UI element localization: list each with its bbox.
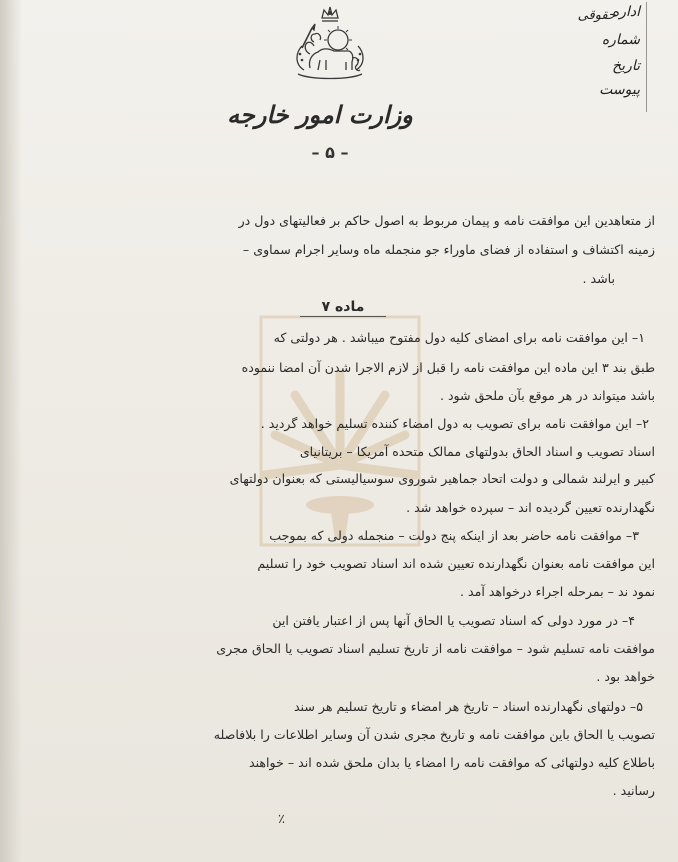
page-edge-shadow bbox=[0, 0, 22, 862]
margin-label-number: شماره bbox=[601, 32, 640, 48]
department-note: حقوقی bbox=[577, 8, 616, 23]
text-line: زمینه اکتشاف و استفاده از فضای ماوراء جو منجمله ماه وسایر اجرام سماوی – bbox=[242, 242, 655, 257]
article-heading: ماده ۷ bbox=[300, 299, 386, 317]
text-line: خواهد بود . bbox=[596, 669, 655, 684]
text-line: طبق بند ۳ این ماده این موافقت نامه را قبل از لازم الاجرا شدن آن امضا ننموده bbox=[241, 360, 655, 375]
lion-and-sun-emblem-icon bbox=[288, 4, 372, 88]
ministry-title: وزارت امور خارجه bbox=[227, 100, 413, 129]
margin-label-attachment: پیوست bbox=[599, 82, 640, 98]
footer-mark: ٪ bbox=[278, 812, 285, 827]
margin-label-date: تاریخ bbox=[612, 58, 640, 74]
text-line: موافقت نامه تسلیم شود – موافقت نامه از تاریخ تسلیم اسناد تصویب یا الحاق مجری bbox=[216, 641, 655, 656]
text-line: از متعاهدین این موافقت نامه و پیمان مربوط به اصول حاکم بر فعالیتهای دول در bbox=[238, 213, 655, 228]
text-line: ۴– در مورد دولی که اسناد تصویب یا الحاق آنها پس از اعتبار یافتن این bbox=[272, 613, 635, 628]
text-line: نگهدارنده تعیین گردیده اند – سپرده خواهد شد . bbox=[406, 500, 655, 515]
text-line: باشد . bbox=[582, 271, 615, 286]
margin-rule bbox=[646, 2, 647, 112]
text-line: ۵– دولتهای نگهدارنده اسناد – تاریخ هر امضاء و تاریخ تسلیم هر سند bbox=[293, 699, 643, 714]
text-line: نمود ند – بمرحله اجراء درخواهد آمد . bbox=[459, 584, 655, 599]
margin-label-office: اداره bbox=[611, 4, 640, 20]
text-line: ۱– این موافقت نامه برای امضای کلیه دول مفتوح میباشد . هر دولتی که bbox=[273, 330, 645, 345]
text-line: تصویب یا الحاق باین موافقت نامه و تاریخ مجری شدن آن وسایر اطلاعات را بلافاصله bbox=[213, 727, 655, 742]
text-line: رسانید . bbox=[612, 783, 655, 798]
text-line: باطلاع کلیه دولتهائی که موافقت نامه را امضاء یا بدان ملحق شده اند – خواهند bbox=[249, 755, 655, 770]
text-line: این موافقت نامه بعنوان نگهدارنده تعیین شده اند اسناد تصویب خود را تسلیم bbox=[257, 556, 655, 571]
text-line: کبیر و ایرلند شمالی و دولت اتحاد جماهیر شوروی سوسیالیستی که بعنوان دولتهای bbox=[229, 471, 655, 486]
page-number: – ۵ – bbox=[311, 143, 349, 162]
text-line: باشد میتواند در هر موقع بآن ملحق شود . bbox=[439, 388, 655, 403]
text-line: ۲– این موافقت نامه برای تصویب به دول امضاء کننده تسلیم خواهد گردید . bbox=[260, 416, 649, 431]
text-line: اسناد تصویب و اسناد الحاق بدولتهای ممالک متحده آمریکا – بریتانیای bbox=[299, 444, 655, 459]
margin-notes bbox=[558, 2, 678, 112]
text-line: ۳– موافقت نامه حاضر بعد از اینکه پنج دولت – منجمله دولی که بموجب bbox=[269, 528, 639, 543]
